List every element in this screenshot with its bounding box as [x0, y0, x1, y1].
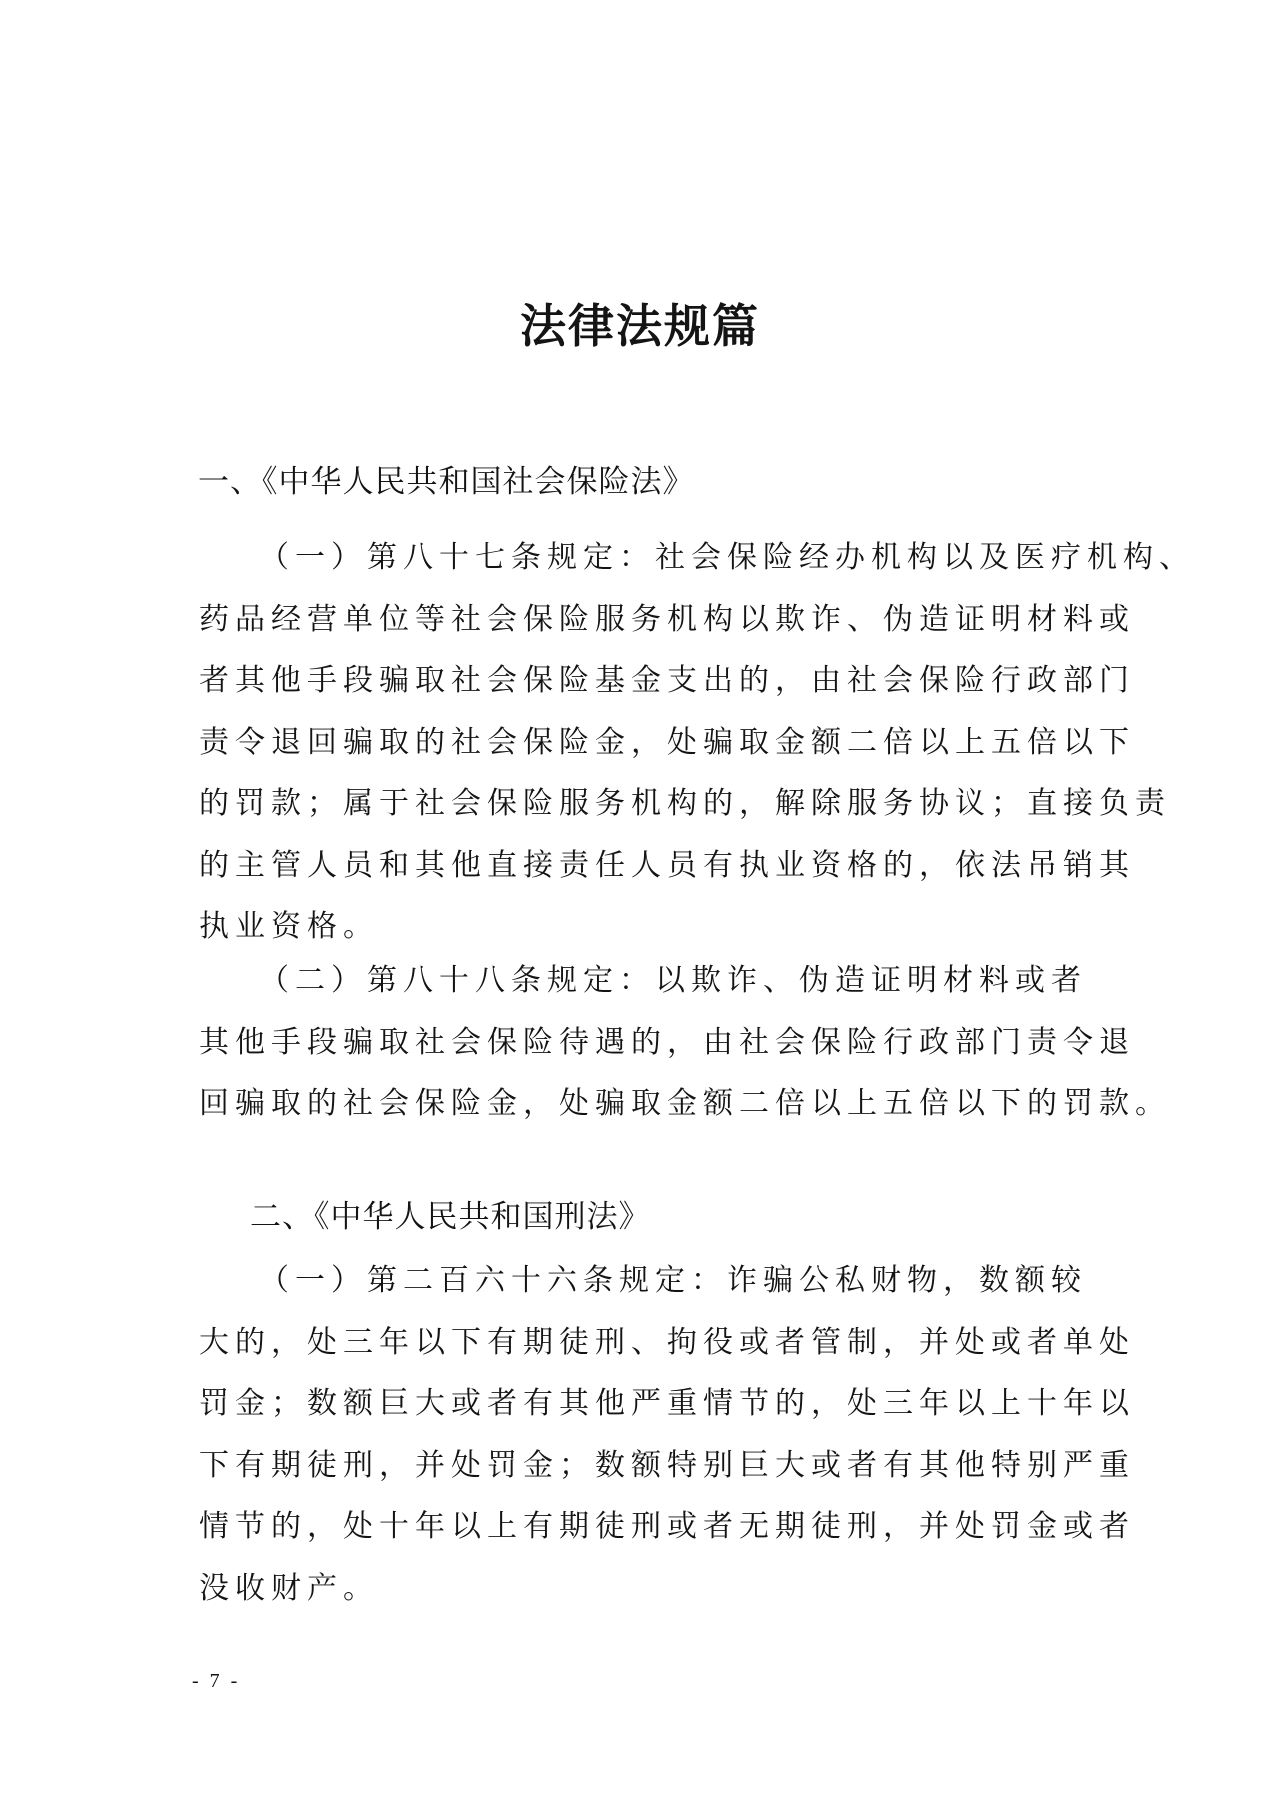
paragraph-line: 情节的，处十年以上有期徒刑或者无期徒刑，并处罚金或者	[199, 1509, 1135, 1544]
paragraph-line: （一）第八十七条规定：社会保险经办机构以及医疗机构、	[259, 540, 1195, 575]
paragraph-line: （二）第八十八条规定：以欺诈、伪造证明材料或者	[259, 963, 1087, 998]
paragraph-line: （一）第二百六十六条规定：诈骗公私财物，数额较	[259, 1263, 1087, 1298]
section-heading-criminal-law: 二、《中华人民共和国刑法》	[250, 1199, 651, 1235]
page-title: 法律法规篇	[520, 299, 760, 353]
paragraph-line: 其他手段骗取社会保险待遇的，由社会保险行政部门责令退	[199, 1024, 1135, 1060]
paragraph-line: 没收财产。	[199, 1570, 379, 1606]
paragraph-line: 责令退回骗取的社会保险金，处骗取金额二倍以上五倍以下	[199, 724, 1135, 760]
paragraph-line: 下有期徒刑，并处罚金；数额特别巨大或者有其他特别严重	[199, 1447, 1135, 1483]
page-number: - 7 -	[192, 1670, 241, 1692]
article-88-paragraph	[199, 950, 1171, 1135]
paragraph-line: 大的，处三年以下有期徒刑、拘役或者管制，并处或者单处	[199, 1324, 1135, 1360]
paragraph-line: 的罚款；属于社会保险服务机构的，解除服务协议；直接负责	[199, 786, 1171, 821]
paragraph-line: 药品经营单位等社会保险服务机构以欺诈、伪造证明材料或	[199, 601, 1135, 637]
paragraph-line: 执业资格。	[199, 909, 379, 944]
article-87-paragraph	[199, 527, 1195, 958]
paragraph-line: 者其他手段骗取社会保险基金支出的，由社会保险行政部门	[199, 663, 1135, 698]
paragraph-line: 罚金；数额巨大或者有其他严重情节的，处三年以上十年以	[199, 1386, 1135, 1421]
paragraph-line: 回骗取的社会保险金，处骗取金额二倍以上五倍以下的罚款。	[199, 1086, 1171, 1121]
article-266-paragraph	[199, 1250, 1135, 1619]
section-heading-social-insurance-law: 一、《中华人民共和国社会保险法》	[198, 464, 695, 500]
paragraph-line: 的主管人员和其他直接责任人员有执业资格的，依法吊销其	[199, 847, 1135, 883]
